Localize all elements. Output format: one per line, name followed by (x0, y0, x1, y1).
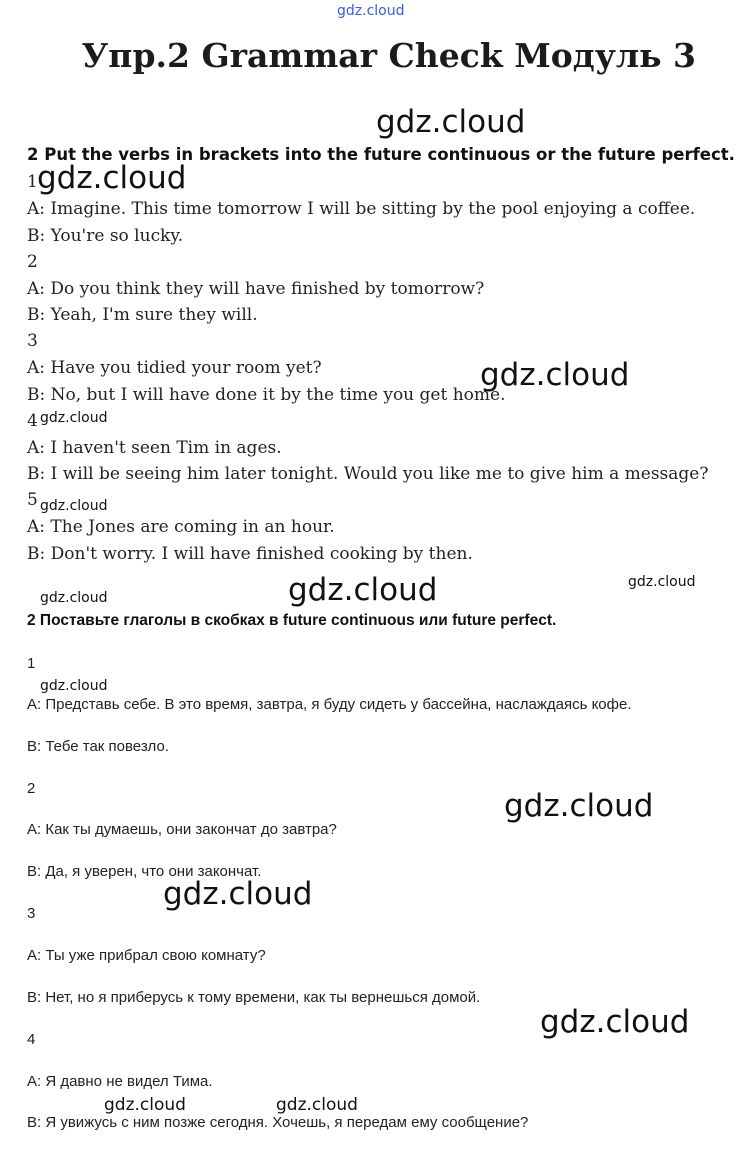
line-a: A: Do you think they will have finished by tomorrow? (27, 279, 485, 299)
line-a: A: Как ты думаешь, они закончат до завтра? (27, 821, 337, 838)
watermark: gdz.cloud (276, 1095, 358, 1115)
line-a: A: I haven't seen Tim in ages. (27, 438, 282, 458)
line-b: B: Yeah, I'm sure they will. (27, 305, 258, 325)
watermark-top: gdz.cloud (337, 3, 405, 19)
line-a: A: Представь себе. В это время, завтра, я буду сидеть у бассейна, наслаждаясь кофе. (27, 696, 632, 713)
watermark: gdz.cloud (163, 876, 313, 912)
line-b: B: Я увижусь с ним позже сегодня. Хочешь, я передам ему сообщение? (27, 1114, 529, 1131)
line-a: A: The Jones are coming in an hour. (27, 517, 335, 537)
line-b: B: Тебе так повезло. (27, 738, 169, 755)
line-a: A: Have you tidied your room yet? (27, 358, 322, 378)
watermark: gdz.cloud (628, 574, 696, 590)
line-a: A: Ты уже прибрал свою комнату? (27, 947, 266, 964)
line-b: B: No, but I will have done it by the time you get home. (27, 385, 506, 405)
line-b: B: Нет, но я приберусь к тому времени, как ты вернешься домой. (27, 989, 481, 1006)
page-title: Упр.2 Grammar Check Модуль 3 (81, 36, 696, 75)
line-b: B: You're so lucky. (27, 226, 184, 246)
line-a: A: Imagine. This time tomorrow I will be sitting by the pool enjoying a coffee. (27, 199, 696, 219)
line-a: A: Я давно не видел Тима. (27, 1073, 213, 1090)
line-b: B: Да, я уверен, что они закончат. (27, 863, 262, 880)
item-number: 1 (27, 655, 36, 672)
item-number: 2 (27, 252, 38, 272)
item-number: 1 (27, 172, 38, 192)
item-number: 4 (27, 1031, 36, 1048)
item-number: 4 (27, 411, 38, 431)
watermark: gdz.cloud (540, 1004, 690, 1040)
exercise-heading-en: 2 Put the verbs in brackets into the future continuous or the future perfect. (27, 145, 735, 164)
watermark: gdz.cloud (104, 1095, 186, 1115)
item-number: 5 (27, 490, 38, 510)
watermark: gdz.cloud (40, 410, 108, 426)
watermark: gdz.cloud (40, 678, 108, 694)
watermark: gdz.cloud (40, 498, 108, 514)
watermark: gdz.cloud (504, 788, 654, 824)
item-number: 3 (27, 905, 36, 922)
item-number: 2 (27, 780, 36, 797)
line-b: B: I will be seeing him later tonight. Would you like me to give him a message? (27, 464, 709, 484)
line-b: B: Don't worry. I will have finished cooking by then. (27, 544, 473, 564)
watermark: gdz.cloud (40, 590, 108, 606)
watermark: gdz.cloud (37, 160, 187, 196)
watermark: gdz.cloud (480, 357, 630, 393)
exercise-heading-ru: 2 Поставьте глаголы в скобках в future continuous или future perfect. (27, 612, 557, 629)
watermark: gdz.cloud (376, 104, 526, 140)
watermark: gdz.cloud (288, 572, 438, 608)
item-number: 3 (27, 331, 38, 351)
